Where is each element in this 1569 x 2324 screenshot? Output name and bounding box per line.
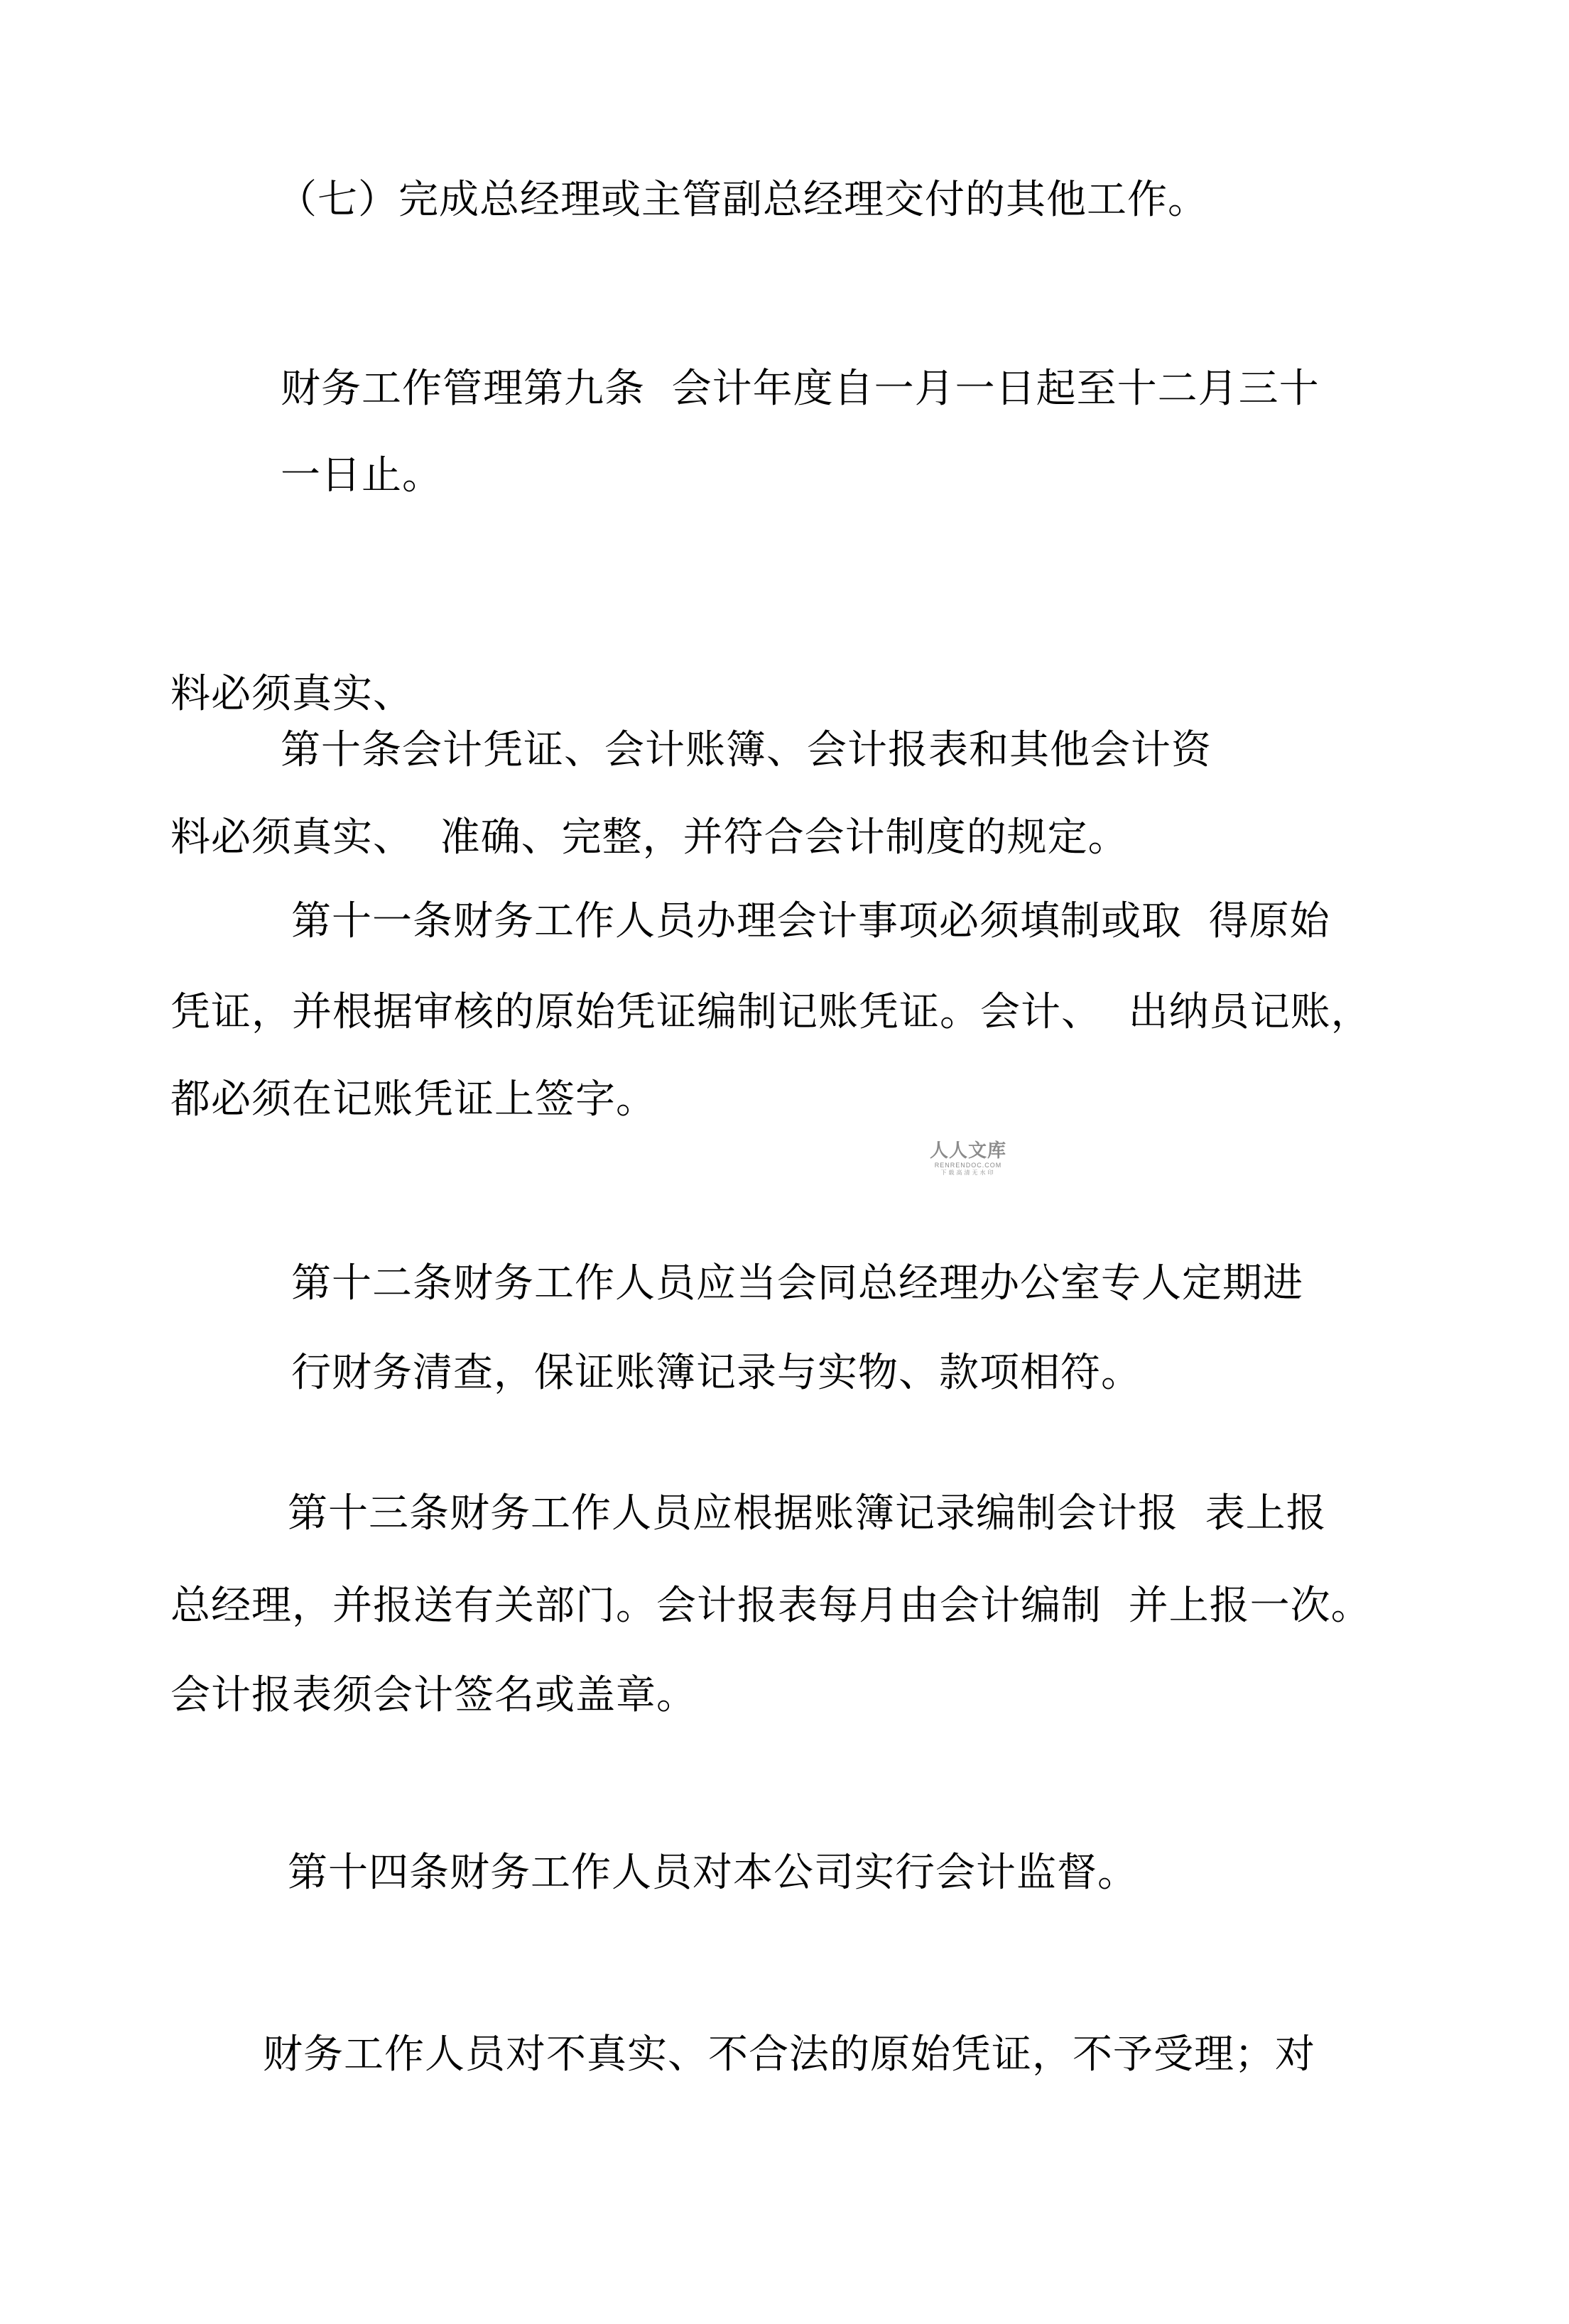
article-14-line-1: 第十四条财务工作人员对本公司实行会计监督。 [288, 1850, 1138, 1896]
article-13-line-1: 第十三条财务工作人员应根据账簿记录编制会计报 表上报 [288, 1490, 1327, 1537]
watermark-title: 人人文库 [929, 1140, 1006, 1162]
article-11-line-2: 凭证，并根据审核的原始凭证编制记账凭证。会计、 出纳员记账， [170, 989, 1372, 1035]
article-10-line-1: 第十条会计凭证、会计账簿、会计报表和其他会计资 [281, 727, 1212, 773]
watermark-subtitle: 下载高清无水印 [940, 1169, 996, 1176]
article-11-line-3: 都必须在记账凭证上签字。 [170, 1076, 656, 1123]
article-12-line-2: 行财务清查，保证账簿记录与实物、款项相符。 [291, 1350, 1141, 1396]
article-9-line-1: 财务工作管理第九条 会计年度自一月一日起至十二月三十 [281, 366, 1320, 412]
article-12-line-1: 第十二条财务工作人员应当会同总经理办公室专人定期进 [291, 1260, 1303, 1306]
supervision-line-1: 财务工作人员对不真实、不合法的原始凭证，不予受理；对 [263, 2031, 1315, 2078]
fragment-line: 料必须真实、 [170, 671, 413, 717]
article-10-line-2: 料必须真实、 准确、完整，并符合会计制度的规定。 [170, 814, 1129, 861]
article-11-line-1: 第十一条财务工作人员办理会计事项必须填制或取 得原始 [291, 898, 1330, 944]
article-13-line-2: 总经理，并报送有关部门。会计报表每月由会计编制 并上报一次。 [170, 1583, 1372, 1629]
watermark-logo [915, 1140, 1021, 1177]
article-9-line-2: 一日止。 [281, 452, 443, 498]
list-item-7: （七）完成总经理或主管副总经理交付的其他工作。 [277, 177, 1208, 223]
watermark-url: RENRENDOC.COM [934, 1162, 1002, 1169]
article-13-line-3: 会计报表须会计签名或盖章。 [170, 1672, 697, 1718]
